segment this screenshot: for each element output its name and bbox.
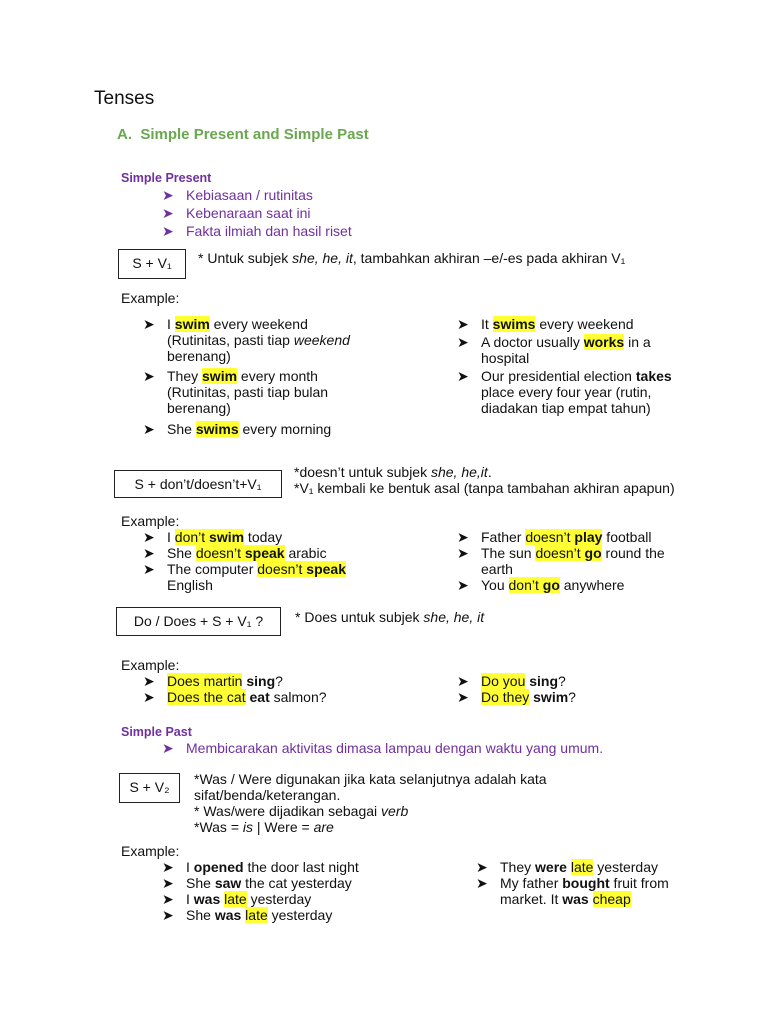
list-item: ➤ My father bought fruit from market. It was cheap <box>476 875 669 907</box>
section-a-heading <box>117 126 369 144</box>
bullet-icon: ➤ <box>162 205 174 221</box>
example-label: Example: <box>121 513 180 529</box>
bullet-icon: ➤ <box>143 368 155 384</box>
list-item: ➤ It swims every weekend <box>457 316 634 332</box>
bullet-icon: ➤ <box>457 316 469 332</box>
list-item: ➤ She was late yesterday <box>162 907 333 923</box>
use-item: ➤ Kebiasaan / rutinitas <box>162 187 313 203</box>
bullet-icon: ➤ <box>162 875 174 891</box>
list-item: ➤ The computer doesn’t speak English <box>143 561 347 593</box>
list-item: ➤ I was late yesterday <box>162 891 312 907</box>
formula-box: S + don’t/doesn’t+V₁ <box>114 470 282 498</box>
formula-note: *Was / Were digunakan jika kata selanjutnya adalah kata sifat/benda/keterangan. * Was/were dijadikan sebagai verb *Was = is | Were = are <box>194 771 547 835</box>
bullet-icon: ➤ <box>143 421 155 437</box>
bullet-icon: ➤ <box>457 545 469 561</box>
list-item: ➤ Do you sing? <box>457 673 566 689</box>
list-item: ➤ Does martin sing? <box>143 673 283 689</box>
formula-note: * Untuk subjek she, he, it, tambahkan akhiran –e/-es pada akhiran V₁ <box>198 250 626 266</box>
bullet-icon: ➤ <box>457 673 469 689</box>
list-item: ➤ They swim every month (Rutinitas, pasti tiap bulan berenang) <box>143 368 329 416</box>
list-item: ➤ She swims every morning <box>143 421 332 437</box>
simple-past-heading: Simple Past <box>121 725 192 739</box>
formula-box: Do / Does + S + V₁ ? <box>116 607 281 636</box>
use-item: ➤ Kebenaraan saat ini <box>162 205 311 221</box>
list-item: ➤ The sun doesn’t go round the earth <box>457 545 665 577</box>
list-item: ➤ Do they swim? <box>457 689 576 705</box>
list-item: ➤ Does the cat eat salmon? <box>143 689 327 705</box>
list-item: ➤ You don’t go anywhere <box>457 577 625 593</box>
bullet-icon: ➤ <box>143 561 155 577</box>
example-label: Example: <box>121 843 180 859</box>
formula-box: S + V₁ <box>118 249 186 279</box>
list-item: ➤ I opened the door last night <box>162 859 359 875</box>
page-title: Tenses <box>94 88 155 109</box>
example-label: Example: <box>121 290 180 306</box>
list-item: ➤ She doesn’t speak arabic <box>143 545 327 561</box>
bullet-icon: ➤ <box>162 907 174 923</box>
section-marker: A. <box>117 126 132 143</box>
list-item: ➤ A doctor usually works in a hospital <box>457 334 651 366</box>
bullet-icon: ➤ <box>457 334 469 350</box>
list-item: ➤ She saw the cat yesterday <box>162 875 352 891</box>
bullet-icon: ➤ <box>457 529 469 545</box>
list-item: ➤ They were late yesterday <box>476 859 658 875</box>
formula-box: S + V₂ <box>119 773 180 803</box>
formula-note: *doesn’t untuk subjek she, he,it. *V₁ kembali ke bentuk asal (tanpa tambahan akhiran apapun) <box>294 464 675 496</box>
bullet-icon: ➤ <box>143 529 155 545</box>
bullet-icon: ➤ <box>162 891 174 907</box>
bullet-icon: ➤ <box>476 875 488 891</box>
use-item: ➤ Fakta ilmiah dan hasil riset <box>162 223 352 239</box>
bullet-icon: ➤ <box>162 859 174 875</box>
section-title: Simple Present and Simple Past <box>140 126 369 143</box>
formula-note: * Does untuk subjek she, he, it <box>295 609 485 625</box>
list-item: ➤ I swim every weekend (Rutinitas, pasti tiap weekend berenang) <box>143 316 350 364</box>
list-item: ➤ I don’t swim today <box>143 529 283 545</box>
list-item: ➤ Father doesn’t play football <box>457 529 652 545</box>
bullet-icon: ➤ <box>162 740 174 756</box>
bullet-icon: ➤ <box>476 859 488 875</box>
bullet-icon: ➤ <box>457 577 469 593</box>
example-label: Example: <box>121 657 180 673</box>
bullet-icon: ➤ <box>457 368 469 384</box>
bullet-icon: ➤ <box>457 689 469 705</box>
bullet-icon: ➤ <box>143 316 155 332</box>
simple-present-heading: Simple Present <box>121 171 212 185</box>
list-item: ➤ Our presidential election takes place every four year (rutin, diadakan tiap empat tahun) <box>457 368 672 416</box>
bullet-icon: ➤ <box>143 673 155 689</box>
bullet-icon: ➤ <box>162 187 174 203</box>
use-item: ➤ Membicarakan aktivitas dimasa lampau dengan waktu yang umum. <box>162 740 604 756</box>
bullet-icon: ➤ <box>143 689 155 705</box>
bullet-icon: ➤ <box>143 545 155 561</box>
bullet-icon: ➤ <box>162 223 174 239</box>
